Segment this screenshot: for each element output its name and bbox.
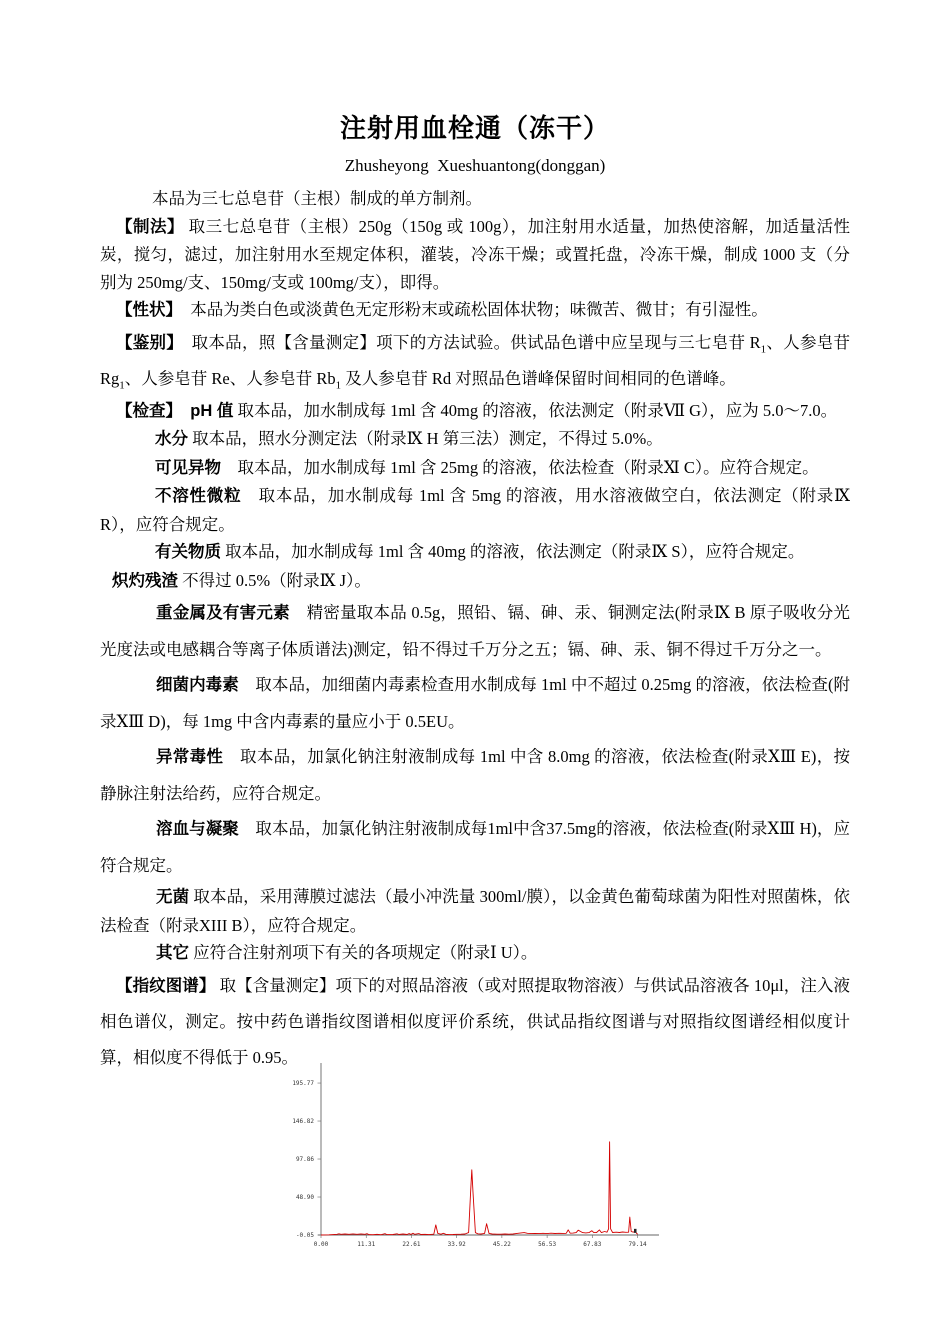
paragraph-fingerprint bbox=[100, 968, 850, 1076]
term-heading: 其它 bbox=[156, 944, 189, 962]
paragraph-bacterial-endotoxins bbox=[100, 667, 850, 739]
term-heading: 不溶性微粒 bbox=[155, 487, 242, 505]
x-tick-label: 0.00 bbox=[313, 1241, 329, 1248]
text-run: 取本品，加水制成每 1ml 含 40mg 的溶液，依法测定（附录Ⅶ G），应为 5.0～7.0。 bbox=[233, 400, 838, 420]
text-run: 取本品，加水制成每 1ml 含 40mg 的溶液，依法测定（附录Ⅸ S），应符合规定。 bbox=[221, 542, 805, 561]
chromatogram-line bbox=[321, 1142, 638, 1235]
paragraph-properties bbox=[100, 296, 850, 325]
text-run: 本品为三七总皂苷（主根）制成的单方制剂。 bbox=[152, 189, 482, 208]
text-run: 取本品，照【含量测定】项下的方法试验。供试品色谱中应呈现与三七皂苷 R bbox=[174, 332, 761, 352]
fingerprint-chromatogram bbox=[285, 1075, 665, 1253]
text-run: 1 bbox=[119, 379, 125, 392]
term-heading: 炽灼残渣 bbox=[112, 571, 178, 590]
text-run: 取【含量测定】项下的对照品溶液（或对照提取物溶液）与供试品溶液各 10μl，注入液相色谱仪，测定。按中药色谱指纹图谱相似度评价系统，供试品指纹图谱与对照指纹图谱经相似度计算，相似度不得低于 0.95。 bbox=[100, 975, 850, 1067]
paragraph-checks-ph bbox=[100, 397, 850, 426]
paragraph-insoluble-particles bbox=[100, 482, 850, 538]
term-heading: 溶血与凝聚 bbox=[156, 820, 239, 838]
text-run: 及人参皂苷 Rd 对照品色谱峰保留时间相同的色谱峰。 bbox=[341, 369, 736, 388]
paragraph-related-substances bbox=[100, 538, 850, 567]
term-heading: 细菌内毒素 bbox=[156, 676, 239, 694]
text-run: 不得过 0.5%（附录Ⅸ J）。 bbox=[178, 570, 371, 590]
chromatogram-svg bbox=[285, 1075, 665, 1253]
paragraph-others bbox=[100, 939, 850, 968]
text-run: 1 bbox=[335, 379, 342, 392]
text-run: 取本品，加氯化钠注射液制成每 1ml 中含 8.0mg 的溶液，依法检查(附录ⅩⅢ E)，按静脉注射法给药，应符合规定。 bbox=[100, 747, 850, 803]
x-tick-label: 11.31 bbox=[357, 1241, 376, 1248]
text-run: 取三七总皂苷（主根）250g（150g 或 100g），加注射用水适量，加热使溶解，加适量活性炭，搅匀，滤过，加注射用水至规定体积，灌装，冷冻干燥；或置托盘，冷冻干燥，制成 1000 支（分别为 250mg/支、150mg/支或 100mg/支），即得。 bbox=[100, 216, 851, 292]
text-run: 应符合注射剂项下有关的各项规定（附录Ⅰ U）。 bbox=[189, 943, 538, 962]
term-heading: 【性状】 bbox=[116, 301, 174, 319]
text-run: 、人参皂苷 Re、人参皂苷 Rb bbox=[124, 369, 336, 388]
paragraph-visible-foreign-matter bbox=[100, 454, 850, 483]
paragraph-abnormal-toxicity bbox=[100, 739, 850, 811]
text-run: 精密量取本品 0.5g，照铅、镉、砷、汞、铜测定法(附录Ⅸ B 原子吸收分光光度法或电感耦合等离子体质谱法)测定，铅不得过千万分之五；镉、砷、汞、铜不得过千万分之一。 bbox=[100, 603, 851, 659]
paragraph-residue-on-ignition bbox=[100, 567, 850, 596]
term-heading: 【制法】 bbox=[116, 217, 184, 236]
term-heading: 【鉴别】 bbox=[116, 333, 175, 352]
term-heading: 重金属及有害元素 bbox=[156, 604, 290, 622]
x-tick-label: 45.22 bbox=[492, 1241, 511, 1248]
term-heading: 无菌 bbox=[156, 888, 190, 906]
paragraph-preparation bbox=[100, 213, 850, 297]
text-run: 取本品，加水制成每 1ml 含 5mg 的溶液，用水溶液做空白，依法测定（附录Ⅸ R），应符合规定。 bbox=[100, 486, 850, 534]
paragraph-identification bbox=[100, 325, 850, 397]
document-body bbox=[100, 185, 850, 1075]
x-tick-label: 22.61 bbox=[402, 1241, 421, 1248]
term-heading: 【指纹图谱】 bbox=[116, 976, 216, 995]
paragraph-sterility bbox=[100, 883, 850, 939]
document-title: 注射用血栓通（冻干） bbox=[339, 113, 610, 143]
paragraph-intro bbox=[100, 185, 850, 213]
paragraph-water bbox=[100, 425, 850, 454]
text-run: 取本品，加细菌内毒素检查用水制成每 1ml 中不超过 0.25mg 的溶液，依法检查(附录ⅩⅢ D)，每 1mg 中含内毒素的量应小于 0.5EU。 bbox=[100, 675, 850, 731]
term-heading: 可见异物 bbox=[155, 458, 221, 477]
text-run: 取本品，加氯化钠注射液制成每1ml中含37.5mg的溶液，依法检查(附录ⅩⅢ H)，应符合规定。 bbox=[100, 819, 850, 875]
paragraph-hemolysis-aggregation bbox=[100, 811, 850, 883]
term-heading: pH 值 bbox=[190, 401, 234, 420]
text-run: 取本品，照水分测定法（附录Ⅸ H 第三法）测定，不得过 5.0%。 bbox=[188, 429, 663, 448]
end-mark bbox=[634, 1229, 637, 1233]
x-tick-label: 33.92 bbox=[447, 1241, 466, 1248]
x-tick-label: 56.53 bbox=[538, 1241, 557, 1248]
term-heading: 水分 bbox=[155, 430, 188, 448]
text-run bbox=[174, 401, 191, 420]
x-tick-label: 79.14 bbox=[628, 1241, 647, 1248]
term-heading: 异常毒性 bbox=[156, 748, 224, 766]
pinyin-title: Zhusheyong Xueshuantong(donggan) bbox=[344, 156, 606, 175]
text-run: 取本品，采用薄膜过滤法（最小冲洗量 300ml/膜），以金黄色葡萄球菌为阳性对照菌株，依法检查（附录XIII B），应符合规定。 bbox=[100, 887, 850, 935]
text-run: 本品为类白色或淡黄色无定形粉末或疏松固体状物；味微苦、微甘；有引湿性。 bbox=[173, 300, 768, 319]
paragraph-heavy-metals bbox=[100, 595, 850, 667]
text-run: 1 bbox=[760, 342, 767, 355]
y-tick-label: 48.90 bbox=[295, 1194, 314, 1202]
y-tick-label: -0.05 bbox=[295, 1232, 314, 1239]
x-tick-label: 67.83 bbox=[583, 1241, 602, 1248]
term-heading: 【检查】 bbox=[116, 401, 174, 420]
term-heading: 有关物质 bbox=[155, 543, 221, 561]
text-run: 、人参皂苷 Rg bbox=[100, 332, 851, 388]
y-tick-label: 97.86 bbox=[295, 1156, 314, 1164]
y-tick-label: 146.82 bbox=[292, 1118, 314, 1126]
text-run: 取本品，加水制成每 1ml 含 25mg 的溶液，依法检查（附录Ⅺ C）。应符合规定。 bbox=[221, 457, 819, 477]
y-tick-label: 195.77 bbox=[292, 1080, 314, 1088]
